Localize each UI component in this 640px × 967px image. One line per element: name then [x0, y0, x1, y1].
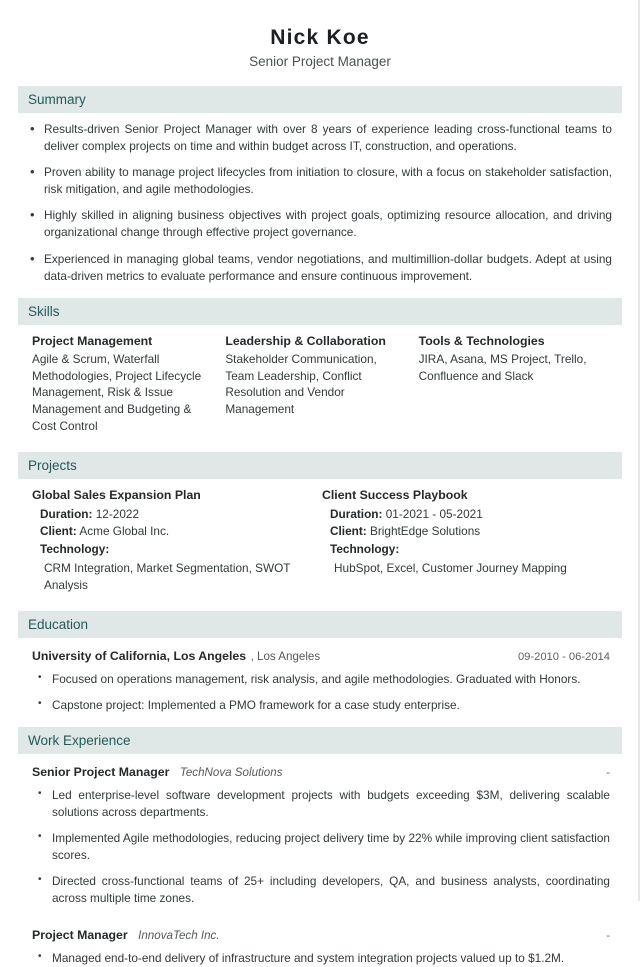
job-company: TechNova Solutions	[179, 765, 283, 779]
work-experience-entry	[18, 917, 622, 967]
job-company: InnovaTech Inc.	[138, 928, 220, 942]
work-experience-entry	[18, 754, 622, 908]
job-list	[36, 950, 610, 967]
project-duration-label: Duration:	[330, 506, 383, 521]
summary-list	[28, 121, 612, 285]
candidate-name: Nick Koe	[270, 26, 370, 49]
skill-group	[419, 334, 612, 435]
section-heading-education: Education	[18, 611, 622, 638]
project-client-label: Client:	[330, 524, 367, 539]
education-list	[36, 671, 610, 714]
skill-group	[32, 334, 225, 435]
section-heading-projects: Projects	[18, 452, 622, 479]
job-title: Senior Project Manager	[32, 764, 170, 779]
project-client-label: Client:	[40, 524, 77, 539]
job-title-line	[32, 763, 283, 781]
skill-group-title: Project Management	[32, 333, 153, 348]
project-duration-value: 01-2021 - 05-2021	[385, 506, 483, 521]
project-name: Global Sales Expansion Plan	[32, 487, 201, 502]
skill-group	[225, 334, 418, 435]
project-duration	[32, 506, 308, 524]
project-technology-label: Technology:	[40, 541, 110, 556]
list-item: • Directed cross-functional teams of 25+ including developers, QA, and business analysts, coordinating across multiple time zones.	[36, 873, 610, 907]
job-title-line	[32, 926, 220, 944]
education-school: University of California, Los Angeles	[32, 648, 247, 663]
project-technology	[32, 541, 308, 559]
skill-group-title: Tools & Technologies	[418, 333, 545, 348]
list-item: • Results-driven Senior Project Manager with over 8 years of experience leading cross-functional teams to deliver complex projects on time and within budget across IT, construction, and operations.	[28, 121, 612, 155]
project-name: Client Success Playbook	[322, 487, 468, 502]
list-item: • Led enterprise-level software development projects with budgets exceeding $3M, delivering scalable solutions across departments.	[36, 787, 610, 821]
resume-header	[18, 18, 622, 73]
education-location: , Los Angeles	[250, 649, 321, 663]
section-heading-summary: Summary	[18, 86, 622, 113]
education-details	[18, 667, 622, 714]
education-entry-header	[18, 638, 622, 667]
section-heading-work-experience: Work Experience	[18, 727, 622, 754]
project-technology-value: CRM Integration, Market Segmentation, SWOT Analysis	[44, 560, 291, 592]
job-header	[32, 763, 610, 781]
job-details	[32, 781, 610, 908]
project-client	[322, 523, 598, 541]
project-client-value: BrightEdge Solutions	[369, 524, 481, 539]
list-item: • Capstone project: Implemented a PMO framework for a case study enterprise.	[36, 697, 610, 714]
job-dates: -	[606, 766, 610, 779]
list-item: • Proven ability to manage project lifecycles from initiation to closure, with a focus on stakeholder satisfaction, risk mitigation, and agile methodologies.	[28, 164, 612, 198]
candidate-job-title: Senior Project Manager	[249, 54, 391, 69]
list-item: • Focused on operations management, risk analysis, and agile methodologies. Graduated with Honors.	[36, 671, 610, 688]
list-item: • Highly skilled in aligning business objectives with project goals, optimizing resource allocation, and driving organizational change through effective project governance.	[28, 207, 612, 241]
skill-group-title: Leadership & Collaboration	[225, 333, 386, 348]
job-header	[32, 926, 610, 944]
project-client-value: Acme Global Inc.	[79, 524, 170, 539]
skills-columns	[18, 325, 622, 439]
list-item: • Experienced in managing global teams, vendor negotiations, and multimillion-dollar budgets. Adept at using data-driven metrics to evaluate performance and ensure continuous improvement.	[28, 251, 612, 285]
project-technology	[322, 541, 598, 559]
projects-columns	[18, 479, 622, 598]
project-client	[32, 523, 308, 541]
job-list	[36, 787, 610, 908]
project-technology-value: HubSpot, Excel, Customer Journey Mapping	[334, 560, 567, 575]
project-technology-label: Technology:	[330, 541, 400, 556]
skill-group-text: Agile & Scrum, Waterfall Methodologies, Project Lifecycle Management, Risk & Issue Management and Budgeting & Cost Control	[32, 351, 202, 433]
job-details	[32, 944, 610, 967]
skill-group-text: Stakeholder Communication, Team Leadership, Conflict Resolution and Vendor Management	[225, 351, 377, 416]
job-dates: -	[606, 929, 610, 942]
section-heading-skills: Skills	[18, 298, 622, 325]
list-item: • Implemented Agile methodologies, reducing project delivery time by 22% while improving client satisfaction scores.	[36, 830, 610, 864]
education-school-line	[32, 647, 320, 665]
project-duration	[322, 506, 598, 524]
project-entry	[32, 488, 322, 594]
section-body-summary	[18, 113, 622, 285]
project-duration-value: 12-2022	[95, 506, 140, 521]
education-dates: 09-2010 - 06-2014	[517, 650, 610, 663]
project-duration-label: Duration:	[40, 506, 93, 521]
project-entry	[322, 488, 612, 594]
skill-group-text: JIRA, Asana, MS Project, Trello, Confluence and Slack	[418, 351, 587, 383]
list-item: • Managed end-to-end delivery of infrastructure and system integration projects valued up to $1.2M.	[36, 950, 610, 967]
job-title: Project Manager	[32, 927, 128, 942]
